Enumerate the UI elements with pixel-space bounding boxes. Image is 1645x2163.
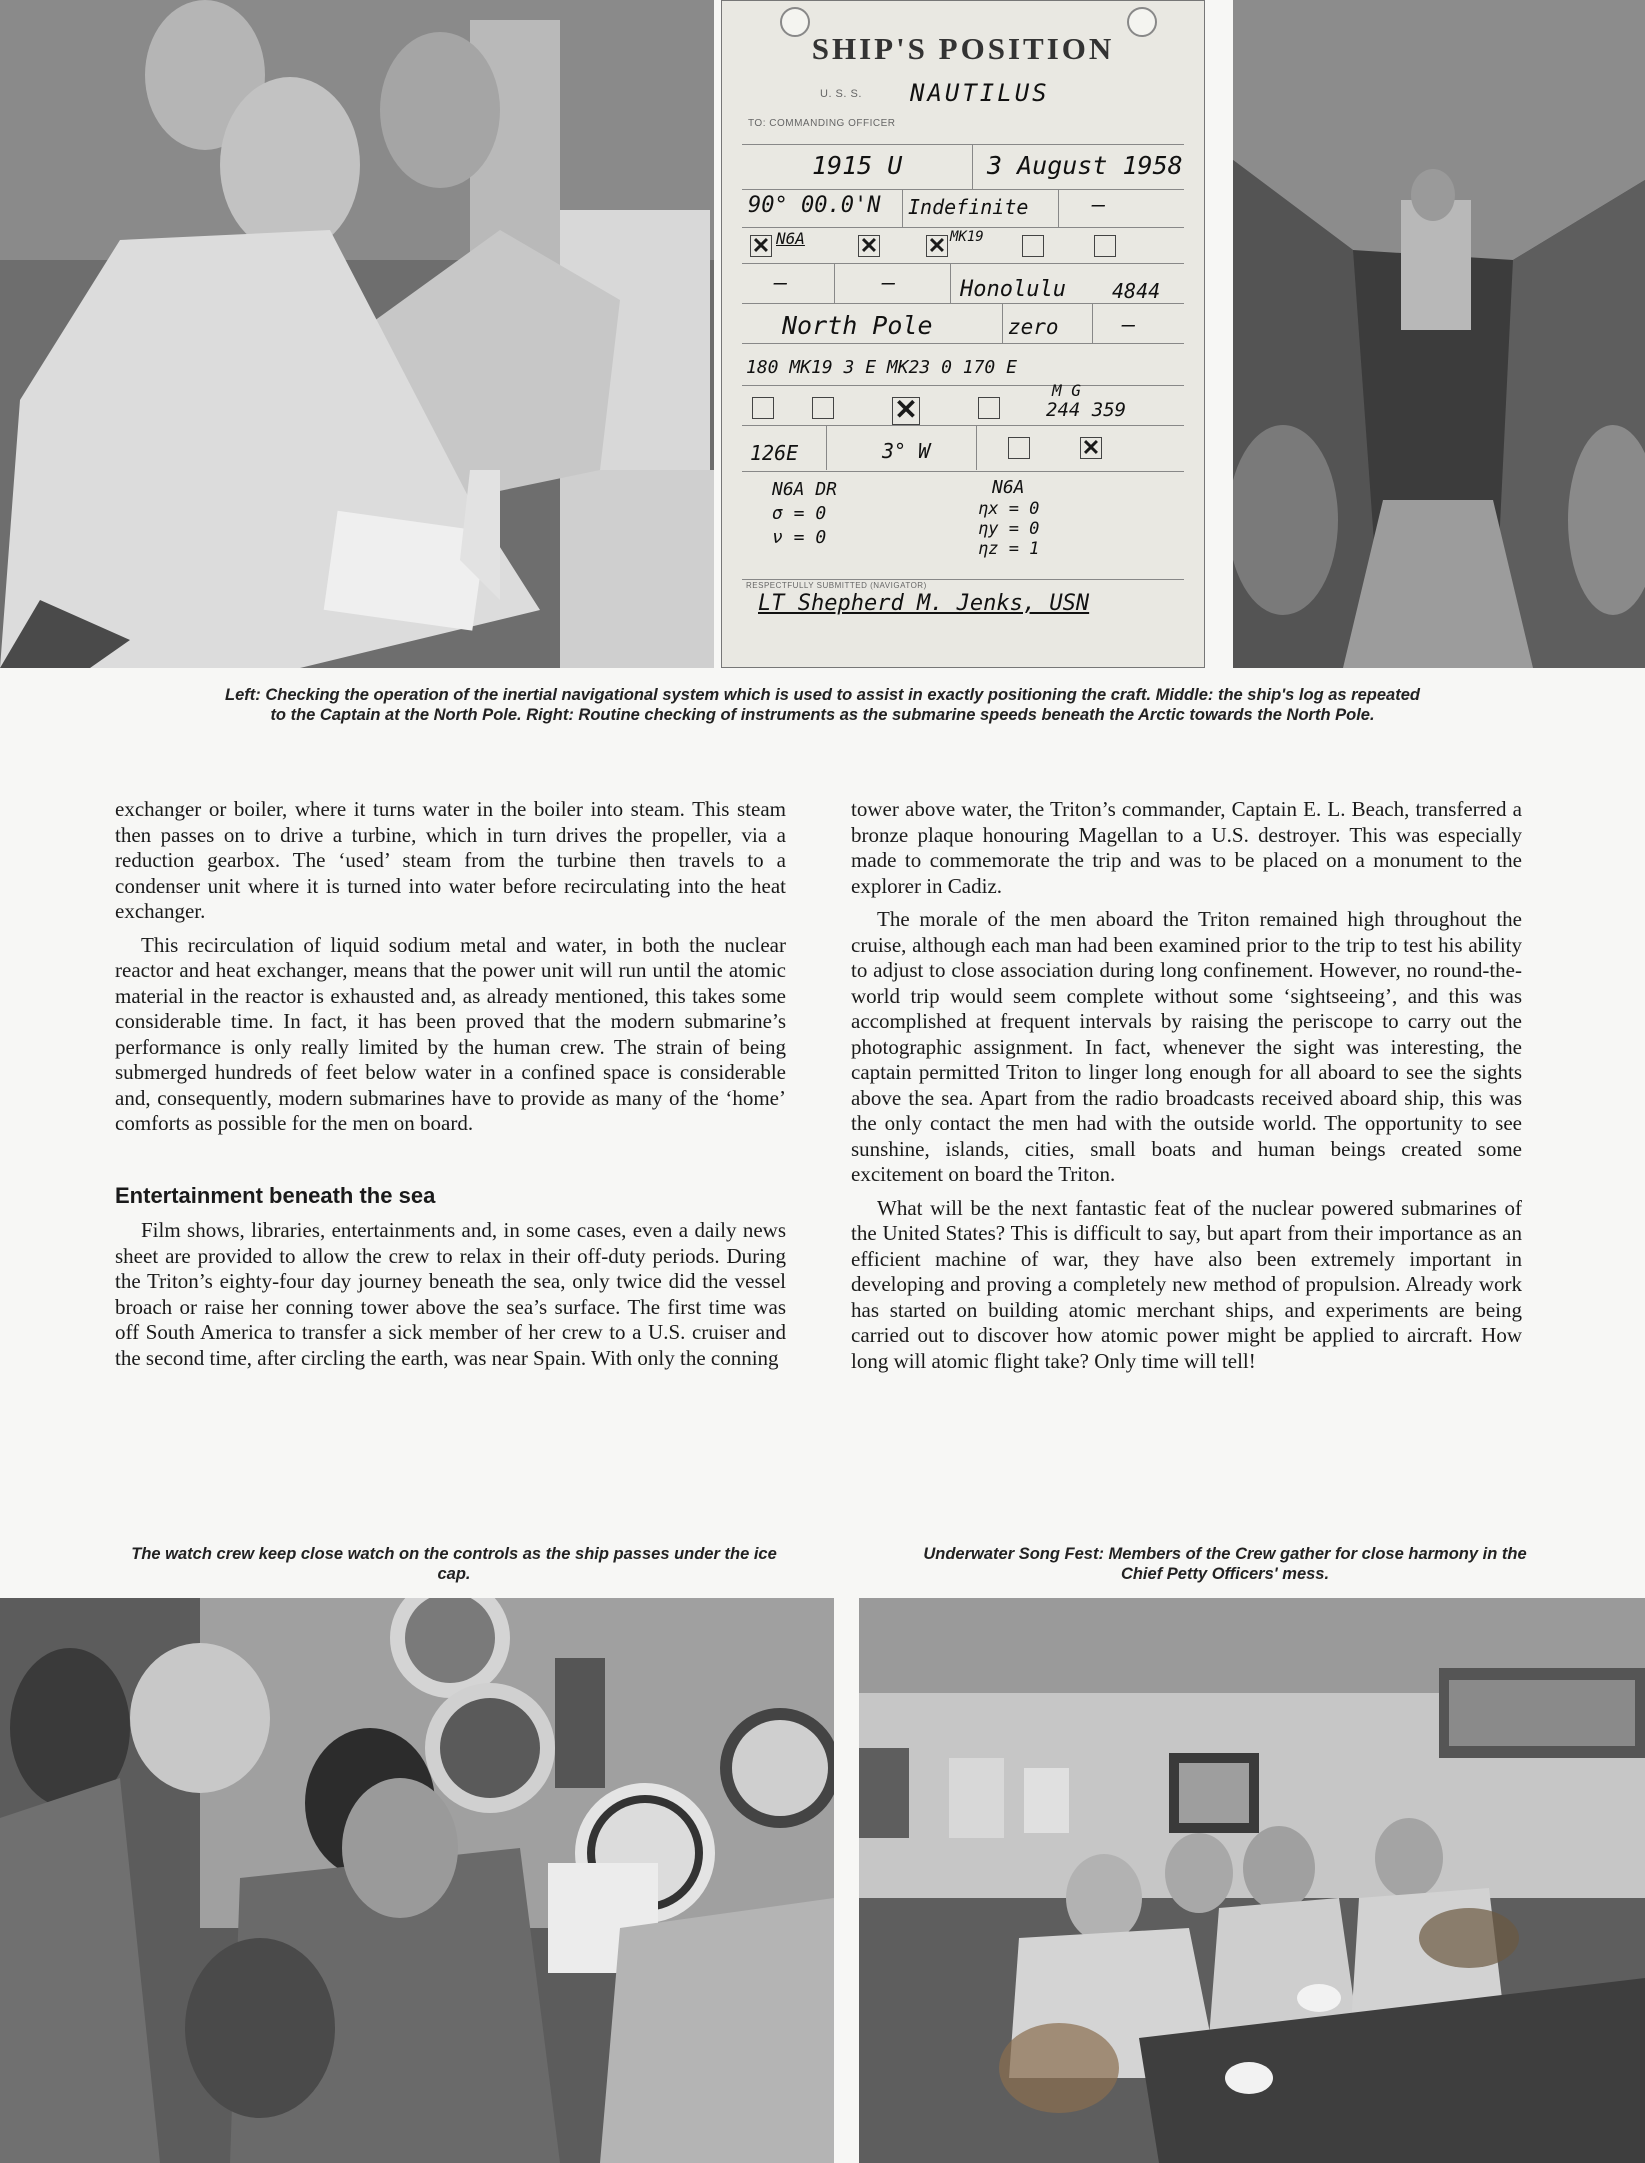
deviation-value: 126E bbox=[750, 441, 799, 465]
photo-watch-crew bbox=[0, 1598, 834, 2163]
remarks-right-3: ηy = 0 bbox=[978, 519, 1040, 539]
distance-to-value: North Pole bbox=[782, 311, 933, 340]
terminal-dash: — bbox=[1092, 193, 1106, 218]
paragraph: This recirculation of liquid sodium metal and water, in both the nuclear reactor and heat exchanger, means that the power unit will run until the atomic material in the reactor is exhausted and, as already mentioned, this takes some considerable time. In fact, it has been proved that the modern submarine’s performance is only really limited by the human crew. The strain of being submerged hundreds of feet below water in a confined space is considerable and, consequently, modern submarines have to provide as many of the ‘home’ comforts as possible for the men on board. bbox=[115, 932, 786, 1135]
mg-values: 244 359 bbox=[1046, 399, 1127, 421]
caption-bottom-left: The watch crew keep close watch on the controls as the ship passes under the ice cap. bbox=[131, 1545, 777, 1583]
paragraph: The morale of the men aboard the Triton remained high throughout the cruise, although each man had been examined prior to the trip to test his ability to adjust to close association during long confinement. However, no round-the-world trip would seem complete without some ‘sightseeing’, and this was accomplished at frequent intervals by raising the periscope to carry out the photographic assignment. In fact, whenever the sight was interesting, the captain permitted Triton to linger long enough for all aboard to see the sights above the sea. Apart from the radio broadcasts received aboard ship, this was the only contact the men had with the outside world. The opportunity to see sunshine, islands, cities, small boats and human beings created some excitement on board the Triton. bbox=[851, 907, 1522, 1186]
fix-a-value: N6A bbox=[776, 229, 805, 248]
mg-row: M G bbox=[1052, 381, 1081, 400]
photo-navigators bbox=[0, 0, 714, 668]
fix-checkbox-1: ✕ bbox=[751, 233, 771, 258]
remarks-right-2: ηx = 0 bbox=[978, 499, 1040, 519]
article-column-left bbox=[115, 797, 786, 1379]
distance-miles-value: 4844 bbox=[1112, 279, 1161, 303]
photo-song-fest bbox=[859, 1598, 1645, 2163]
variation-checkbox-2: ✕ bbox=[1081, 435, 1101, 460]
remarks-left-1: N6A DR bbox=[772, 479, 838, 500]
paragraph: tower above water, the Triton’s commander, Captain E. L. Beach, transferred a bronze plaque honouring Magellan to a U.S. destroyer. This was especially made to commemorate the trip and was to be placed on a monument to the explorer in Cadiz. bbox=[851, 797, 1522, 898]
remarks-right-1: N6A bbox=[992, 477, 1025, 498]
submitted-label: RESPECTFULLY SUBMITTED (NAVIGATOR) bbox=[746, 581, 927, 590]
time-value: 1915 U bbox=[812, 151, 903, 180]
distance-from-value: Honolulu bbox=[960, 277, 1066, 302]
photo-instrument-room bbox=[1233, 0, 1645, 668]
log-card-title: SHIP'S POSITION bbox=[811, 31, 1115, 66]
fix-checkbox-radar bbox=[1022, 235, 1044, 257]
article-column-right bbox=[851, 797, 1522, 1382]
fix-checkbox-3: ✕ bbox=[927, 233, 947, 258]
ships-position-log-card bbox=[721, 0, 1205, 668]
eta-dash: — bbox=[1122, 313, 1136, 338]
paragraph: Film shows, libraries, entertainments and, in some cases, even a daily news sheet are provided to allow the crew to relax in their off-duty periods. During the Triton’s eighty-four day journey beneath the sea, only twice did the vessel broach or raise her conning tower above the sea’s surface. The first time was off South America to transfer a sick member of her crew to a U.S. cruiser and the second time, after circling the earth, was near Spain. With only the conning bbox=[115, 1218, 786, 1370]
variation-checkbox-1 bbox=[1008, 437, 1030, 459]
compass-checkbox-2 bbox=[812, 397, 834, 419]
heading-row: 180 MK19 3 E MK23 0 170 E bbox=[746, 357, 1017, 378]
compass-checkbox-1 bbox=[752, 397, 774, 419]
longitude-value: Indefinite bbox=[908, 195, 1029, 219]
ship-prefix: U. S. S. bbox=[820, 88, 862, 100]
miles-to-go-value: zero bbox=[1008, 315, 1059, 339]
compass-checkbox-3: ✕ bbox=[892, 397, 920, 425]
remarks-right-4: ηz = 1 bbox=[978, 539, 1040, 559]
to-line: TO: COMMANDING OFFICER bbox=[748, 118, 896, 129]
paragraph: What will be the next fantastic feat of the nuclear powered submarines of the United States? This is difficult to say, but apart from their importance as an efficient machine of war, they have also been extremely important in developing and proving a completely new method of propulsion. Already work has started on building atomic merchant ships, and experiments are being carried out to discover how atomic power might be applied to aircraft. How long will atomic flight take? Only time will tell! bbox=[851, 1195, 1522, 1373]
caption-top: Left: Checking the operation of the inertial navigational system which is used to assist in exactly positioning the craft. Middle: the ship's log as repeated to the Captain at the North Pole. Right: Routine checking of instruments as the submarine speeds beneath the Arctic towards the North Pole. bbox=[225, 686, 1420, 724]
paragraph: exchanger or boiler, where it turns water in the boiler into steam. This steam then passes on to drive a turbine, which in turn drives the propeller, via a reduction gearbox. The ‘used’ steam from the turbine then travels to a condenser unit where it is turned into water before recirculating into the heat exchanger. bbox=[115, 797, 786, 923]
remarks-left-2: σ = 0 bbox=[772, 503, 827, 524]
remarks-left-3: ν = 0 bbox=[772, 527, 827, 548]
compass-checkbox-4 bbox=[978, 397, 1000, 419]
variation-value: 3° W bbox=[882, 439, 931, 463]
ship-name: NAUTILUS bbox=[910, 79, 1050, 107]
navigator-signature: LT Shepherd M. Jenks, USN bbox=[758, 591, 1090, 616]
fix-b-value: MK19 bbox=[950, 229, 984, 245]
caption-bottom-right: Underwater Song Fest: Members of the Crew gather for close harmony in the Chief Petty Officers' mess. bbox=[923, 1545, 1527, 1583]
drift-dash: — bbox=[882, 271, 896, 296]
fix-checkbox-2: ✕ bbox=[859, 233, 879, 258]
section-heading: Entertainment beneath the sea bbox=[115, 1182, 436, 1208]
date-value: 3 August 1958 bbox=[987, 151, 1183, 180]
latitude-value: 90° 00.0'N bbox=[748, 193, 881, 218]
set-dash: — bbox=[774, 271, 788, 296]
fix-checkbox-visual bbox=[1094, 235, 1116, 257]
